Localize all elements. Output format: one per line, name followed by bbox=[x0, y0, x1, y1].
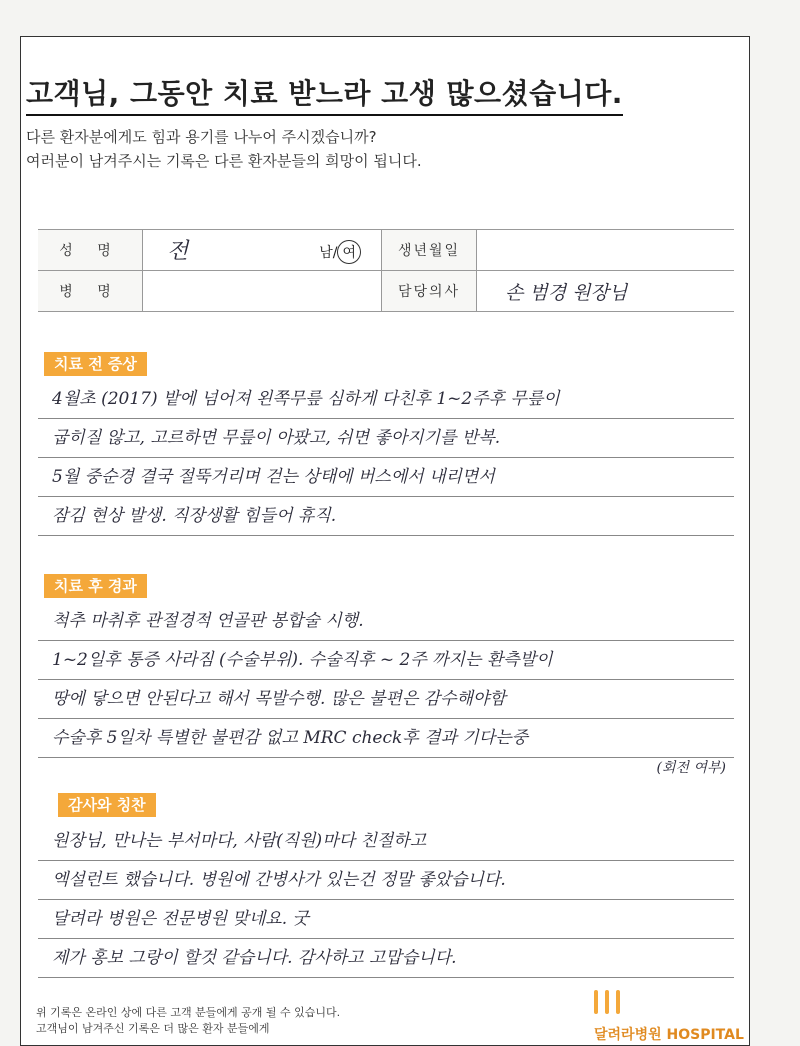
section-thanks-lines[interactable] bbox=[38, 822, 734, 978]
writing-line-note bbox=[38, 758, 734, 778]
name-label: 성 명 bbox=[38, 230, 143, 271]
section-label-before-symptoms: 치료 전 증상 bbox=[44, 352, 147, 376]
gender-male-option[interactable]: 남 bbox=[319, 245, 333, 261]
section-label-after-treatment: 치료 후 경과 bbox=[44, 574, 147, 598]
writing-line: 굽히질 않고, 고르하면 무릎이 아팠고, 쉬면 좋아지기를 반복. bbox=[38, 419, 734, 458]
section-after-treatment-lines[interactable] bbox=[38, 602, 734, 778]
doctor-label: 담당의사 bbox=[382, 271, 477, 312]
gender-selector bbox=[319, 240, 361, 264]
writing-line: 땅에 닿으면 안된다고 해서 목발수행. 많은 불편은 감수해야함 bbox=[38, 680, 734, 719]
birth-label: 생년월일 bbox=[382, 230, 477, 271]
gender-separator: / bbox=[332, 245, 338, 261]
rotation-note: (회전 여부) bbox=[656, 760, 726, 776]
section-before-symptoms-lines[interactable] bbox=[38, 380, 734, 536]
writing-line: 엑설런트 했습니다. 병원에 간병사가 있는건 정말 좋았습니다. bbox=[38, 861, 734, 900]
intro-line-2: 여러분이 남겨주시는 기록은 다른 환자분들의 희망이 됩니다. bbox=[26, 152, 422, 170]
writing-line: 척추 마취후 관절경적 연골판 봉합술 시행. bbox=[38, 602, 734, 641]
writing-line: 잠김 현상 발생. 직장생활 힘들어 휴직. bbox=[38, 497, 734, 536]
intro-line-1: 다른 환자분에게도 힘과 용기를 나누어 주시겠습니까? bbox=[26, 128, 377, 146]
hospital-logo bbox=[594, 990, 744, 1043]
section-label-thanks: 감사와 칭찬 bbox=[58, 793, 156, 817]
footer-note-1: 위 기록은 온라인 상에 다른 고객 분들에게 공개 될 수 있습니다. bbox=[36, 1006, 341, 1019]
gender-female-option[interactable]: 여 bbox=[337, 240, 361, 264]
doctor-field[interactable]: 손 범경 원장님 bbox=[477, 271, 735, 312]
writing-line: 원장님, 만나는 부서마다, 사람(직원)마다 친절하고 bbox=[38, 822, 734, 861]
patient-info-table bbox=[38, 229, 734, 312]
name-field[interactable] bbox=[143, 230, 382, 271]
logo-bars-icon bbox=[594, 990, 620, 1014]
disease-label: 병 명 bbox=[38, 271, 143, 312]
name-value: 전 bbox=[167, 239, 189, 264]
page-title: 고객님, 그동안 치료 받느라 고생 많으셨습니다. bbox=[26, 72, 623, 116]
writing-line: 제가 홍보 그랑이 할것 같습니다. 감사하고 고맙습니다. bbox=[38, 939, 734, 978]
writing-line: 4월초 (2017) 밭에 넘어져 왼쪽무릎 심하게 다친후 1~2주후 무릎이 bbox=[38, 380, 734, 419]
birth-field[interactable] bbox=[477, 230, 735, 271]
disease-field[interactable] bbox=[143, 271, 382, 312]
writing-line: 수술후 5일차 특별한 불편감 없고 MRC check후 결과 기다는중 bbox=[38, 719, 734, 758]
writing-line: 1~2일후 통증 사라짐 (수술부위). 수술직후 ~ 2주 까지는 환측발이 bbox=[38, 641, 734, 680]
writing-line: 5월 중순경 결국 절뚝거리며 걷는 상태에 버스에서 내리면서 bbox=[38, 458, 734, 497]
logo-text: 달려라병원 HOSPITAL bbox=[594, 1027, 744, 1043]
writing-line: 달려라 병원은 전문병원 맞네요. 굿 bbox=[38, 900, 734, 939]
footer-note-2: 고객님이 남겨주신 기록은 더 많은 환자 분들에게 bbox=[36, 1022, 270, 1035]
